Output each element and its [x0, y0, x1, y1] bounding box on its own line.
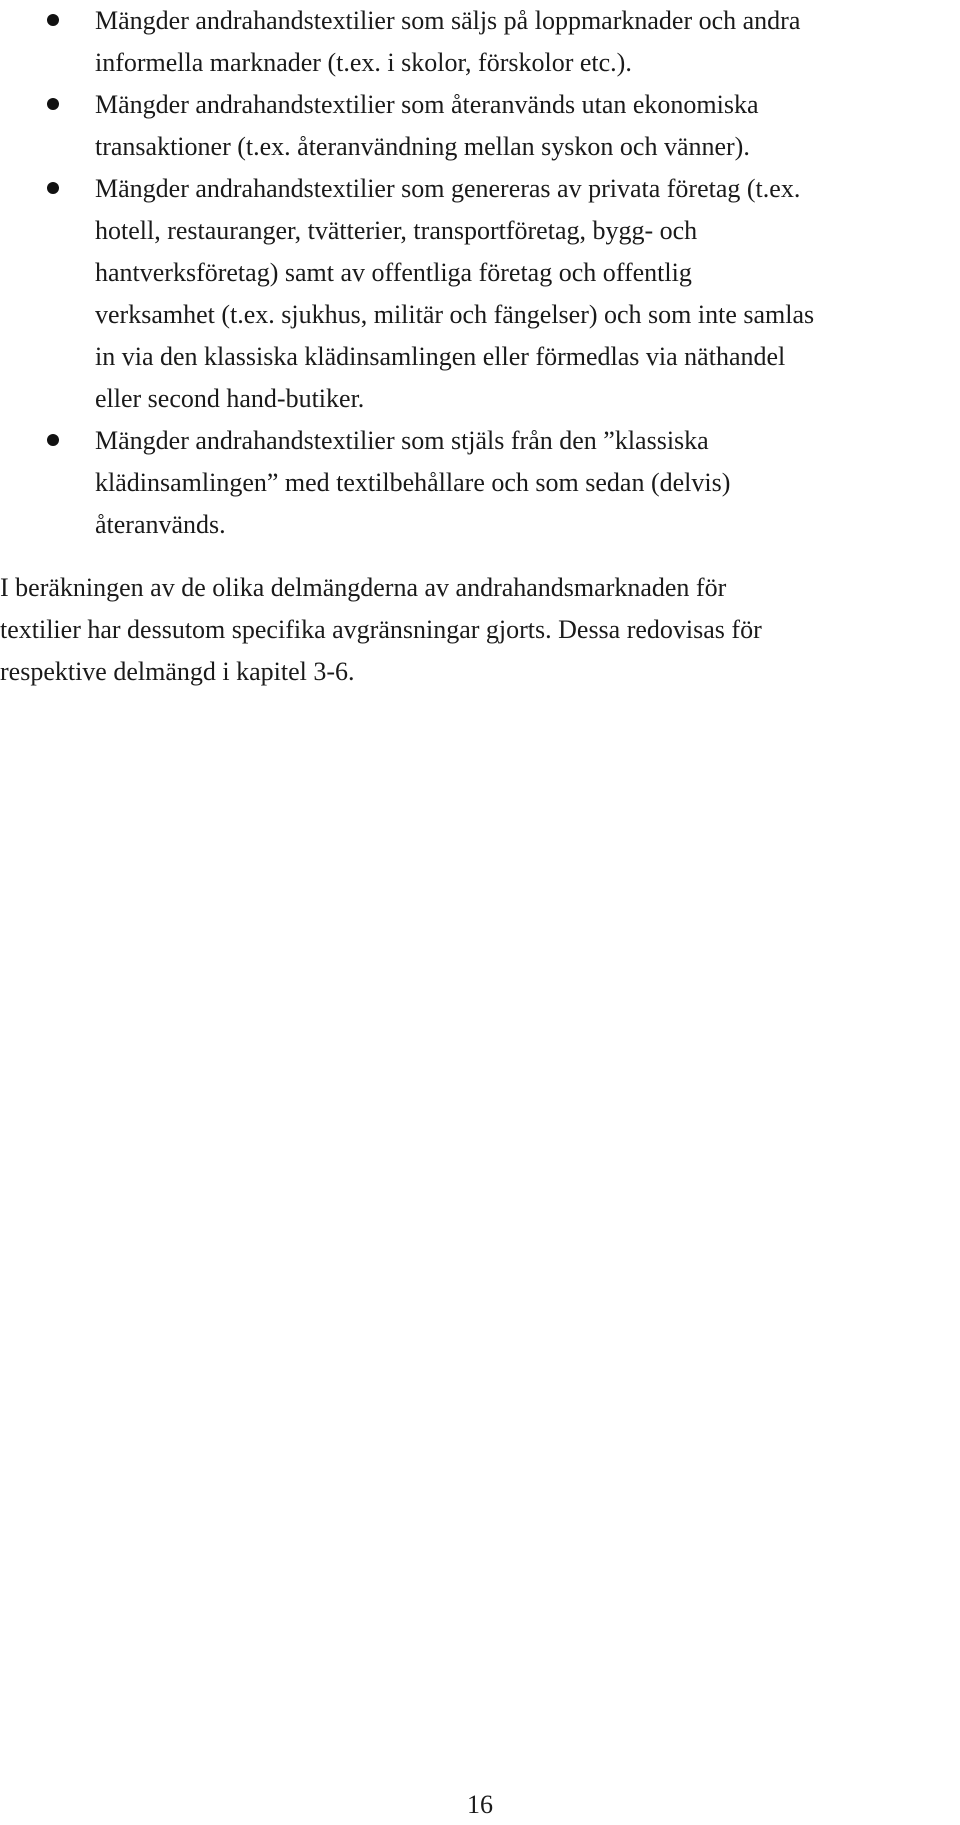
bullet-text-2-line-2: transaktioner (t.ex. återanvändning mellan syskon och vänner). [95, 132, 750, 161]
paragraph-line-2: textilier har dessutom specifika avgränsningar gjorts. Dessa redovisas för [0, 615, 762, 644]
bullet-text-4-line-2: klädinsamlingen” med textilbehållare och som sedan (delvis) [95, 468, 731, 497]
bullet-text-2-line-1: Mängder andrahandstextilier som återanvänds utan ekonomiska [95, 90, 759, 119]
bullet-text-1-line-2: informella marknader (t.ex. i skolor, förskolor etc.). [95, 48, 632, 77]
bullet-item-3 [0, 168, 940, 420]
bullet-dot-icon [47, 14, 59, 26]
bullet-item-2 [0, 84, 940, 168]
bullet-text-3-line-5: in via den klassiska klädinsamlingen eller förmedlas via näthandel [95, 342, 786, 371]
bullet-item-1 [0, 0, 940, 84]
body-paragraph [0, 567, 940, 693]
bullet-text-4-line-3: återanvänds. [95, 510, 226, 539]
bullet-dot-icon [47, 98, 59, 110]
bullet-text-3-line-6: eller second hand-butiker. [95, 384, 365, 413]
bullet-text-3-line-2: hotell, restauranger, tvätterier, transportföretag, bygg- och [95, 216, 698, 245]
paragraph-line-3: respektive delmängd i kapitel 3-6. [0, 657, 355, 686]
bullet-text-4-line-1: Mängder andrahandstextilier som stjäls från den ”klassiska [95, 426, 709, 455]
bullet-dot-icon [47, 182, 59, 194]
bullet-text-1-line-1: Mängder andrahandstextilier som säljs på loppmarknader och andra [95, 6, 801, 35]
paragraph-line-1: I beräkningen av de olika delmängderna av andrahandsmarknaden för [0, 573, 727, 602]
bullet-item-4 [0, 420, 940, 546]
bullet-list [0, 0, 940, 546]
bullet-text-3-line-1: Mängder andrahandstextilier som genereras av privata företag (t.ex. [95, 174, 801, 203]
bullet-text-3-line-4: verksamhet (t.ex. sjukhus, militär och fängelser) och som inte samlas [95, 300, 815, 329]
bullet-dot-icon [47, 434, 59, 446]
page-number: 16 [467, 1790, 493, 1819]
bullet-text-3-line-3: hantverksföretag) samt av offentliga företag och offentlig [95, 258, 692, 287]
